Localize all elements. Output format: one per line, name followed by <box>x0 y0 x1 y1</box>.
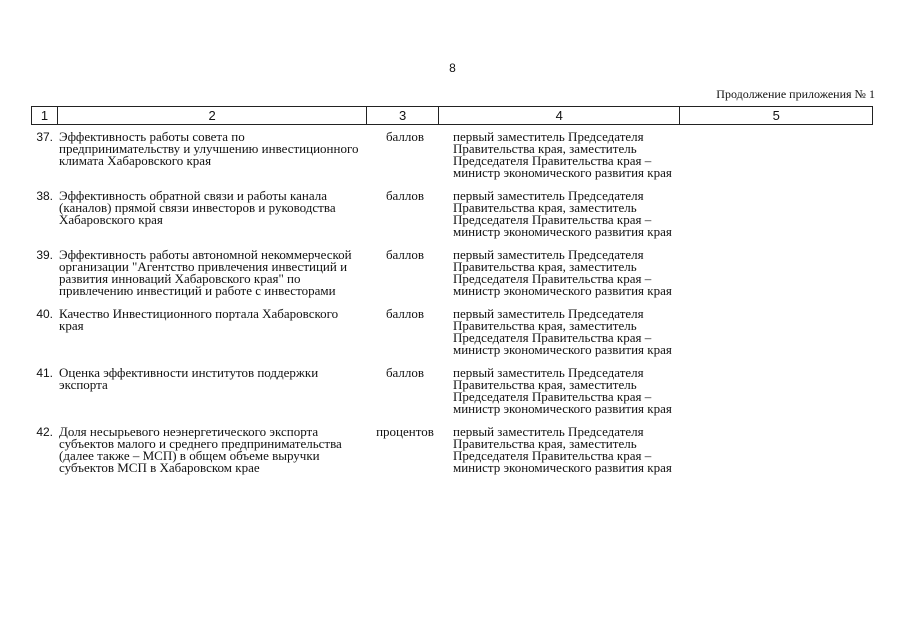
row-number: 42. <box>36 425 53 439</box>
continuation-label: Продолжение приложения № 1 <box>716 87 875 101</box>
unit-of-measure: процентов <box>376 424 434 439</box>
unit-of-measure: баллов <box>385 247 425 262</box>
row-number: 41. <box>36 366 53 380</box>
unit-of-measure: баллов <box>385 129 425 144</box>
row-number: 40. <box>36 307 53 321</box>
column-5-value <box>681 426 873 474</box>
column-5-value <box>681 190 873 238</box>
unit-of-measure: баллов <box>385 188 425 203</box>
row-number: 37. <box>36 130 53 144</box>
page-number: 8 <box>449 61 456 75</box>
table-row <box>31 426 873 474</box>
responsible-official: первый заместитель Председателя Правительства края, заместитель Председателя Правительства края – министр экономического развития края <box>453 188 672 239</box>
table-body <box>31 131 873 485</box>
unit-of-measure: баллов <box>385 365 425 380</box>
header-col-2: 2 <box>58 107 367 124</box>
responsible-official: первый заместитель Председателя Правительства края, заместитель Председателя Правительства края – министр экономического развития края <box>453 129 672 180</box>
responsible-official: первый заместитель Председателя Правительства края, заместитель Председателя Правительства края – министр экономического развития края <box>453 306 672 357</box>
column-5-value <box>681 308 873 356</box>
unit-of-measure: баллов <box>385 306 425 321</box>
responsible-official: первый заместитель Председателя Правительства края, заместитель Председателя Правительства края – министр экономического развития края <box>453 424 672 475</box>
indicator-name: Эффективность работы автономной некоммерческой организации "Агентство привлечения инвестиций и развития инноваций Хабаровского края" по привлечению инвестиций и работе с инвесторами <box>59 247 352 298</box>
indicator-name: Эффективность обратной связи и работы канала (каналов) прямой связи инвесторов и руководства Хабаровского края <box>59 188 336 227</box>
indicator-name: Доля несырьевого неэнергетического экспорта субъектов малого и среднего предпринимательства (далее также – МСП) в общем объеме выручки субъектов МСП в Хабаровском крае <box>59 424 342 475</box>
responsible-official: первый заместитель Председателя Правительства края, заместитель Председателя Правительства края – министр экономического развития края <box>453 247 672 298</box>
column-5-value <box>681 131 873 179</box>
row-number: 39. <box>36 248 53 262</box>
column-5-value <box>681 249 873 297</box>
indicator-name: Качество Инвестиционного портала Хабаровского края <box>59 306 339 333</box>
header-col-1: 1 <box>32 107 58 124</box>
table-row <box>31 249 873 297</box>
row-number: 38. <box>36 189 53 203</box>
table-header <box>31 106 873 125</box>
header-col-5: 5 <box>772 108 780 123</box>
responsible-official: первый заместитель Председателя Правительства края, заместитель Председателя Правительства края – министр экономического развития края <box>453 365 672 416</box>
header-col-3: 3 <box>367 107 439 124</box>
table-row <box>31 367 873 415</box>
indicator-name: Оценка эффективности институтов поддержки экспорта <box>59 365 319 392</box>
table-row <box>31 308 873 356</box>
header-col-4: 4 <box>439 107 680 124</box>
indicator-name: Эффективность работы совета по предпринимательству и улучшению инвестиционного климата Хабаровского края <box>59 129 359 168</box>
table-row <box>31 131 873 179</box>
table-row <box>31 190 873 238</box>
column-5-value <box>681 367 873 415</box>
